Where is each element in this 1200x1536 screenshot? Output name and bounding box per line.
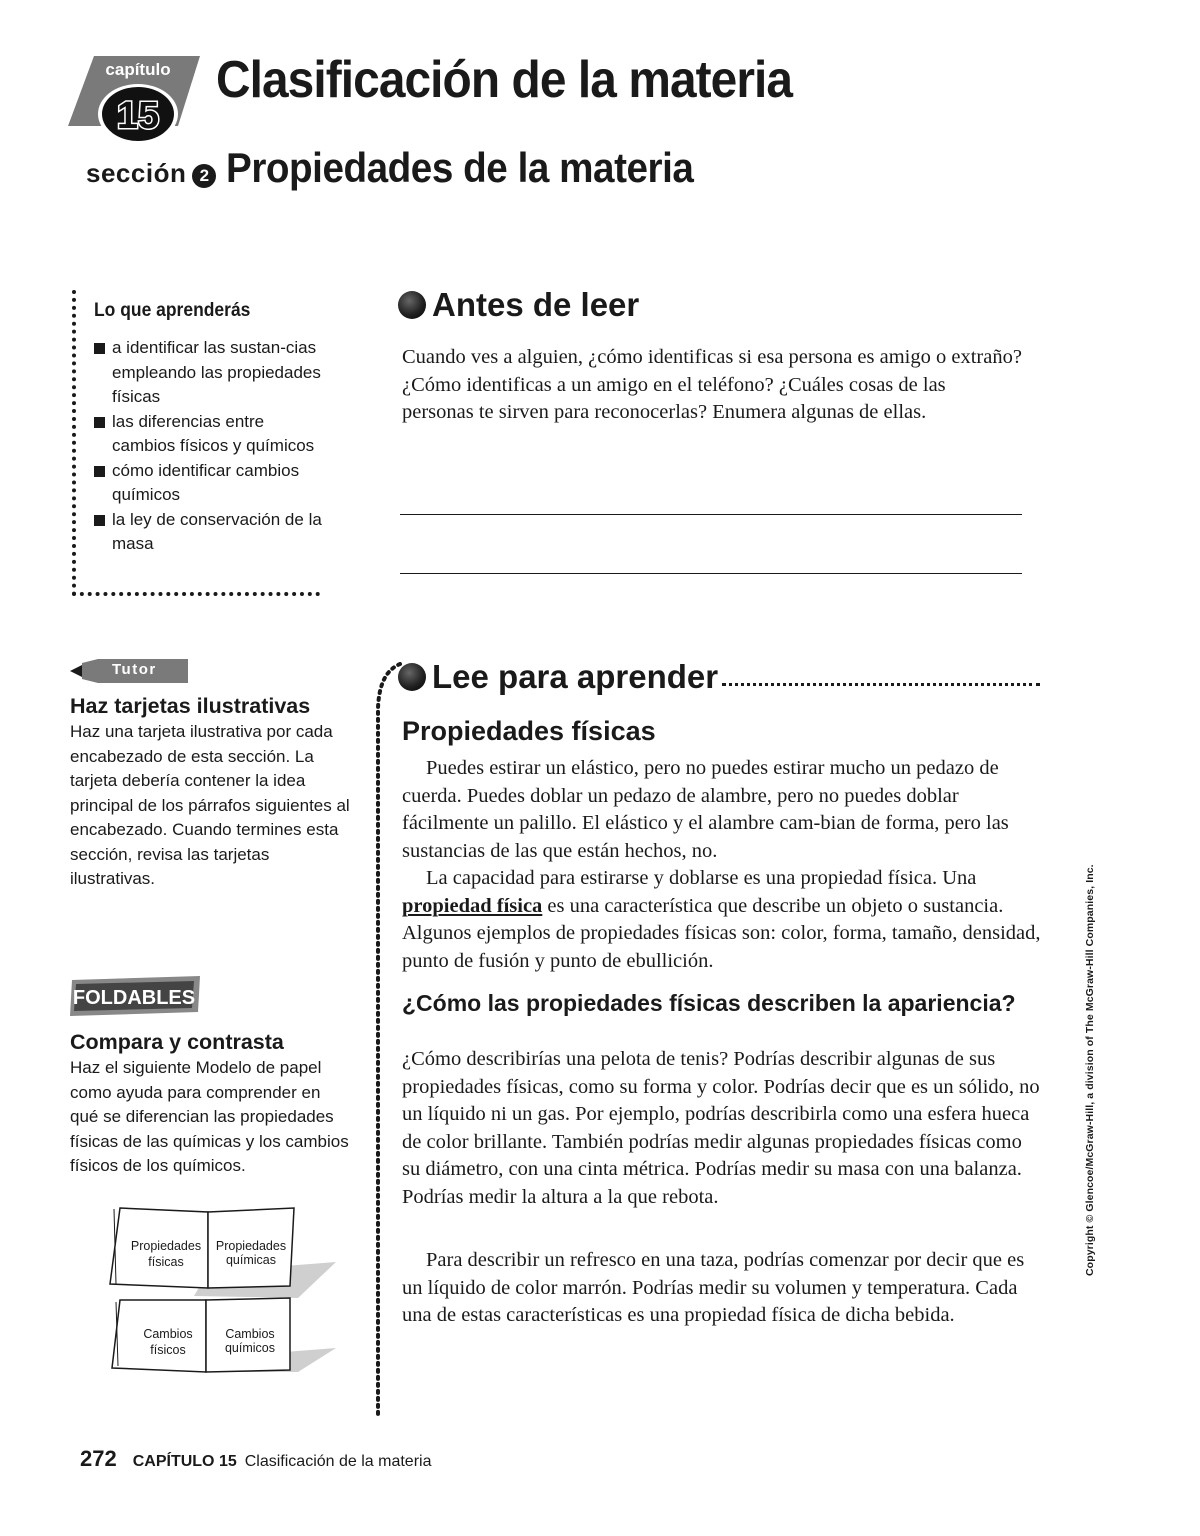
- foldables-logo-text: FOLDABLES: [72, 987, 196, 1009]
- card-label: Propiedades: [215, 1239, 287, 1253]
- learn-list: [94, 336, 330, 557]
- page-number: 272: [80, 1446, 117, 1471]
- learn-title: Lo que aprenderás: [94, 300, 251, 321]
- key-term: propiedad física: [402, 894, 543, 917]
- heading-dotted-rule: [722, 683, 1040, 686]
- section-word: sección: [86, 158, 187, 188]
- chapter-badge: [68, 56, 200, 148]
- foldables-heading: Compara y contrasta: [70, 1030, 284, 1054]
- bullet-dot-icon: [398, 663, 426, 691]
- answer-line[interactable]: [400, 514, 1022, 515]
- chapter-word: capítulo: [105, 60, 171, 79]
- paragraph-3: ¿Cómo describirías una pelota de tenis? Podrías describir algunas de sus propiedades físicas, como su forma y color. Podrías decir que es un sólido, no un líquido ni un gas. Por ejemplo, podrías describirla como una esfera hueca de color brillante. También podrías medir algunas propiedades físicas como su diámetro, con una cinta métrica. Podrías medir su masa con una balanza. Podrías medir la altura a la que rebota.: [402, 1048, 1040, 1208]
- lee-heading-text: Lee para aprender: [432, 658, 719, 695]
- card-label: físicos: [150, 1343, 186, 1357]
- antes-heading: [398, 286, 639, 324]
- antes-heading-text: Antes de leer: [432, 286, 640, 323]
- learn-item: la ley de conservación de la masa: [94, 508, 330, 557]
- tutor-heading: Haz tarjetas ilustrativas: [70, 694, 311, 718]
- copyright-notice: Copyright © Glencoe/McGraw-Hill, a division of The McGraw-Hill Companies, Inc.: [1084, 864, 1096, 1276]
- foldables-logo: [70, 976, 202, 1016]
- chapter-number: 15: [116, 95, 160, 137]
- tutor-label: Tutor: [112, 661, 157, 678]
- section-number: 2: [192, 164, 216, 188]
- card-label: Propiedades: [130, 1239, 202, 1253]
- learn-item: a identificar las sustan-cias empleando las propiedades físicas: [94, 336, 330, 410]
- subheading-propiedades: Propiedades físicas: [402, 716, 656, 746]
- card-label: químicas: [225, 1253, 277, 1267]
- card-label: Cambios: [225, 1327, 275, 1341]
- foldables-text: Haz el siguiente Modelo de papel como ayuda para comprender en qué se diferencian las propiedades físicas de las químicas y los cambios físicos de los químicos.: [70, 1058, 349, 1175]
- paragraph-4: Para describir un refresco en una taza, podrías comenzar por decir que es un líquido de color marrón. Podrías medir su volumen y temperatura. Cada una de estas características es una propiedad física de dicha bebida.: [402, 1249, 1025, 1326]
- page-footer: [80, 1446, 431, 1472]
- footer-chapter: CAPÍTULO 15: [132, 1453, 237, 1470]
- card-label: químicos: [224, 1341, 276, 1355]
- section-title: Propiedades de la materia: [226, 144, 694, 191]
- tutor-text: Haz una tarjeta ilustrativa por cada encabezado de esta sección. La tarjeta debería contener la idea principal de los párrafos siguientes al encabezado. Cuando termines esta sección, revisa las tarjetas ilustrativas.: [70, 722, 350, 888]
- foldable-diagram: [104, 1206, 340, 1376]
- antes-text: Cuando ves a alguien, ¿cómo identificas si esa persona es amigo o extraño? ¿Cómo identificas a un amigo en el teléfono? ¿Cuáles cosas de las personas te sirven para reconocerlas? Enumera algunas de ellas.: [402, 346, 1022, 423]
- paragraph-2: [402, 865, 1042, 975]
- bullet-dot-icon: [398, 291, 426, 319]
- paragraph-2-end: es una característica que describe un objeto o sustancia. Algunos ejemplos de propiedades físicas son: color, forma, tamaño, densidad, punto de fusión y punto de ebullición.: [402, 894, 1041, 972]
- lee-heading: [398, 658, 718, 696]
- learn-item: cómo identificar cambios químicos: [94, 459, 330, 508]
- learn-item: las diferencias entre cambios físicos y químicos: [94, 410, 330, 459]
- card-label: físicas: [148, 1255, 184, 1269]
- footer-title: Clasificación de la materia: [244, 1453, 432, 1470]
- paragraph-1: Puedes estirar un elástico, pero no puedes estirar mucho un pedazo de cuerda. Puedes doblar un pedazo de alambre, pero no puedes doblar fácilmente un palillo. El elástico y el alambre cam-bian de forma, pero las sustancias de las que están hechos, no.: [402, 757, 1009, 862]
- section-heading: [86, 144, 734, 192]
- subheading-como: ¿Cómo las propiedades físicas describen la apariencia?: [402, 990, 1016, 1016]
- card-label: Cambios: [143, 1327, 193, 1341]
- paragraph-2-start: La capacidad para estirarse y doblarse es una propiedad física. Una: [426, 867, 977, 889]
- chapter-title: Clasificación de la materia: [216, 51, 793, 109]
- answer-line[interactable]: [400, 573, 1022, 574]
